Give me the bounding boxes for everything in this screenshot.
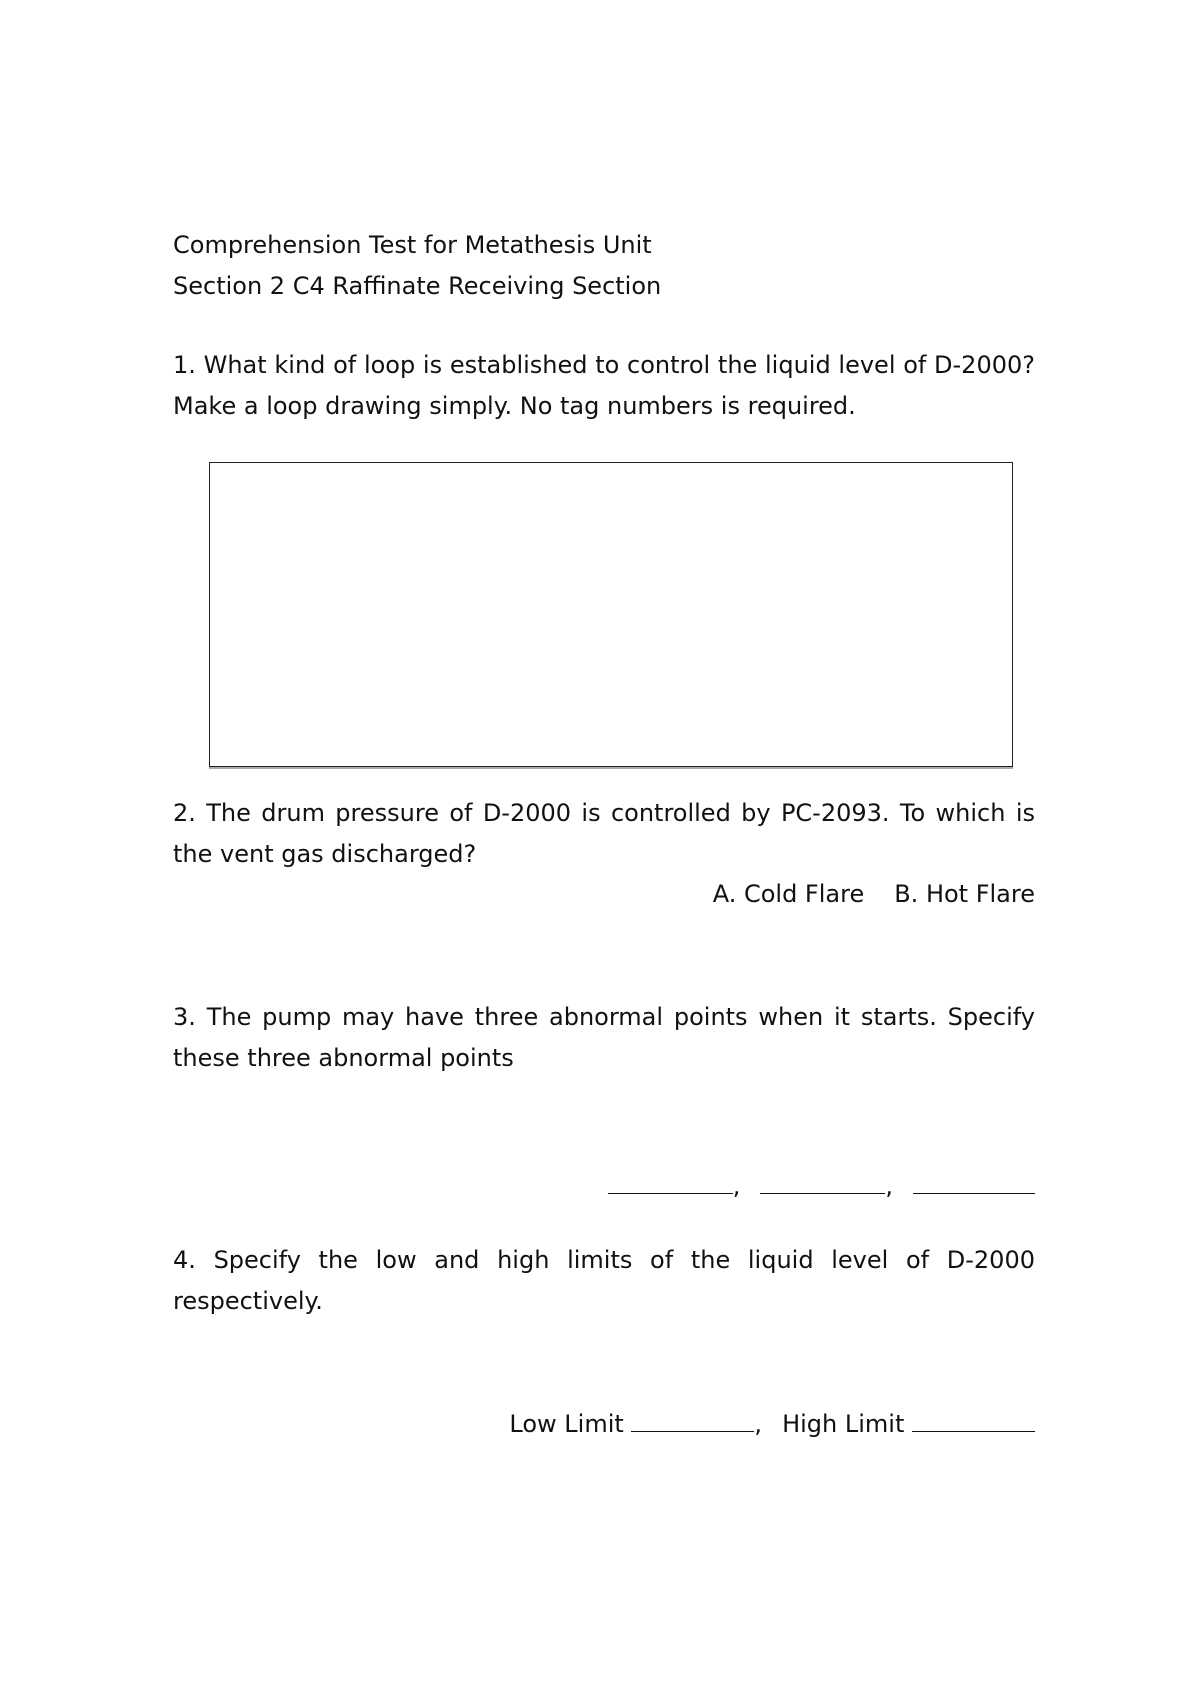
abnormal-point-3-blank[interactable]	[913, 1171, 1035, 1194]
abnormal-point-2-blank[interactable]	[760, 1171, 885, 1194]
question-4-answer-blanks	[173, 1404, 1035, 1445]
blank-separator: ,	[885, 1172, 893, 1200]
low-limit-blank[interactable]	[631, 1409, 754, 1432]
low-limit-label: Low Limit	[509, 1410, 624, 1438]
question-4-text: 4. Specify the low and high limits of the liquid level of D-2000 respectively.	[173, 1246, 1035, 1315]
loop-drawing-area[interactable]	[209, 462, 1013, 767]
question-3-answer-blanks	[173, 1166, 1035, 1207]
high-limit-blank[interactable]	[912, 1409, 1035, 1432]
question-3-text: 3. The pump may have three abnormal points when it starts. Specify these three abnormal points	[173, 1003, 1035, 1072]
document-title: Comprehension Test for Metathesis Unit	[173, 231, 652, 259]
section-title: Section 2 C4 Raffinate Receiving Section	[173, 272, 662, 300]
question-1-text: 1. What kind of loop is established to control the liquid level of D-2000? Make a loop drawing simply. No tag numbers is required.	[173, 351, 1035, 420]
option-b-hot-flare[interactable]: B. Hot Flare	[894, 880, 1035, 908]
high-limit-label: High Limit	[782, 1410, 905, 1438]
blank-separator: ,	[754, 1410, 763, 1438]
blank-separator: ,	[732, 1172, 741, 1200]
question-2-text: 2. The drum pressure of D-2000 is controlled by PC-2093. To which is the vent gas discharged?	[173, 799, 1035, 868]
document-header	[173, 225, 1035, 307]
option-a-cold-flare[interactable]: A. Cold Flare	[712, 880, 865, 908]
abnormal-point-1-blank[interactable]	[608, 1171, 733, 1194]
question-2-options	[173, 874, 1035, 915]
